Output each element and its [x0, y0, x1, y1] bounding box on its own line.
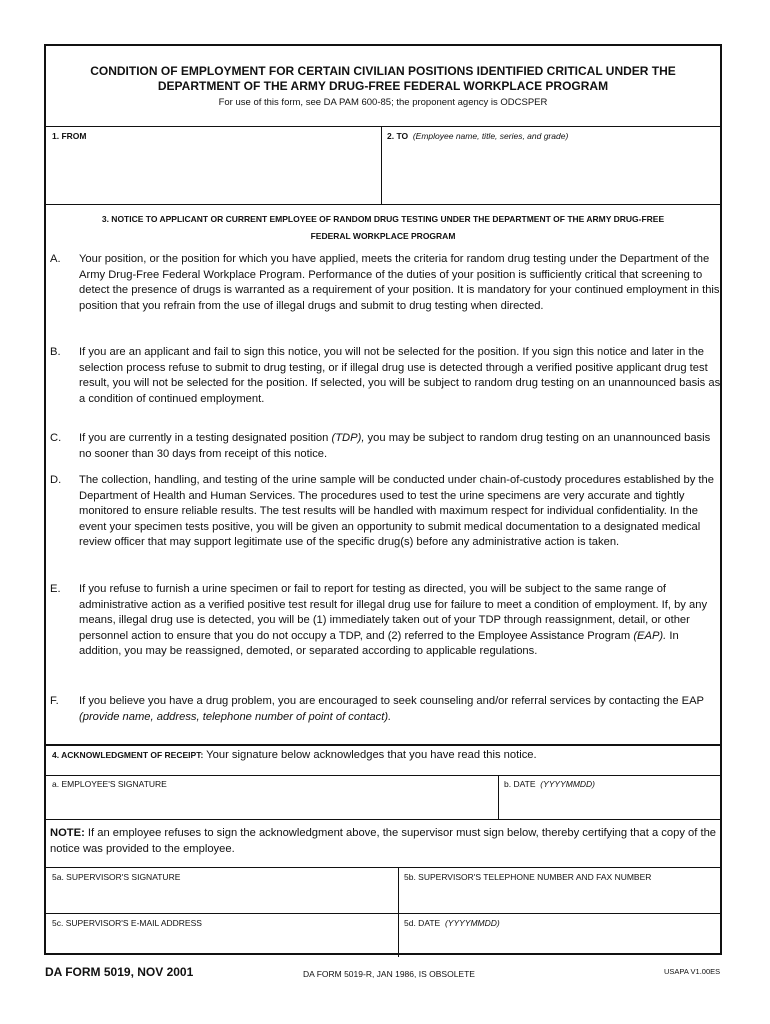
- divider: [46, 204, 720, 205]
- paragraph-d: [50, 473, 722, 551]
- supervisor-note: [50, 825, 718, 857]
- supervisor-email-field[interactable]: [52, 918, 202, 928]
- form-title-line-2: DEPARTMENT OF THE ARMY DRUG-FREE FEDERAL WORKPLACE PROGRAM: [157, 79, 609, 93]
- divider: [46, 126, 720, 127]
- paragraph-b-letter: B.: [50, 346, 61, 358]
- form-subtitle: For use of this form, see DA PAM 600-85; the proponent agency is ODCSPER: [218, 97, 548, 108]
- form-title-line-1: CONDITION OF EMPLOYMENT FOR CERTAIN CIVILIAN POSITIONS IDENTIFIED CRITICAL UNDER THE: [90, 64, 676, 78]
- paragraph-a: [50, 252, 722, 314]
- form-frame: [44, 44, 722, 955]
- paragraph-f-text: [79, 694, 722, 725]
- note-label: NOTE:: [50, 827, 85, 839]
- tdp-term: (TDP),: [331, 432, 365, 444]
- supervisor-phone-field[interactable]: [404, 872, 651, 882]
- employee-date-hint: (YYYYMMDD): [540, 779, 596, 789]
- section-3-title: [46, 211, 720, 245]
- paragraph-c: [50, 431, 722, 462]
- divider: [46, 867, 720, 868]
- paragraph-d-text: The collection, handling, and testing of the urine sample will be conducted under chain-of-custody procedures established by the Department of Health and Human Services. The procedures used to test the urine specimens are very accurate and tightly monitored to ensure reliable results. The test results will be handled with maximum respect for individual confidentiality. In the event your specimen tests positive, you will be given an opportunity to submit medical documentation to a designated medical review officer that may support legitimate use of the specific drug(s) before any administrative action is taken.: [79, 474, 714, 548]
- paragraph-c-text-1: If you are currently in a testing designated position: [79, 432, 332, 444]
- supervisor-signature-field[interactable]: [52, 872, 180, 882]
- form-header: [46, 46, 720, 126]
- form-number: DA FORM 5019, NOV 2001: [45, 965, 194, 979]
- divider: [46, 913, 720, 914]
- from-label: 1. FROM: [52, 131, 87, 141]
- paragraph-c-text: [79, 431, 722, 462]
- supervisor-date-field[interactable]: [404, 918, 500, 928]
- supervisor-date-label: 5d. DATE: [404, 918, 441, 928]
- paragraph-c-text-2: you may be subject to random drug testing on an unannounced basis no sooner than 30 days from receipt of this notice.: [79, 432, 711, 460]
- divider: [46, 819, 720, 820]
- paragraph-f-letter: F.: [50, 695, 59, 707]
- note-text: If an employee refuses to sign the acknowledgment above, the supervisor must sign below, thereby certifying that a copy of the notice was provided to the employee.: [50, 827, 717, 855]
- employee-signature-label: a. EMPLOYEE'S SIGNATURE: [52, 779, 167, 789]
- paragraph-e-text-2: In addition, you may be reassigned, demoted, or separated according to applicable regulations.: [79, 629, 679, 657]
- paragraph-a-text: Your position, or the position for which you have applied, meets the criteria for random drug testing under the Department of the Army Drug-Free Federal Workplace Program. Performance of the duties of your position is sufficiently critical that screening to detect the presence of drugs is warranted as a requirement of your position. It is mandatory for your continued employment in this position that you refrain from the use of illegal drugs and submit to drug testing when directed.: [79, 253, 720, 312]
- employee-date-field[interactable]: [504, 779, 595, 789]
- supervisor-signature-label: 5a. SUPERVISOR'S SIGNATURE: [52, 872, 181, 882]
- divider: [46, 744, 720, 746]
- paragraph-e-text-1: If you refuse to furnish a urine specimen or fail to report for testing as directed, you will be subject to the same range of administrative action as a verified positive test result for illegal drug use for failure to meet a condition of employment. If, by any means, illegal drug use is detected, you will be (1) immediately taken out of your TDP through reassignment, detail, or other personnel action to ensure that you do not occupy a TDP, and (2) referred to the Employee Assistance Program: [79, 583, 708, 642]
- section-4-text: Your signature below acknowledges that you have read this notice.: [203, 749, 537, 761]
- supervisor-email-label: 5c. SUPERVISOR'S E-MAIL ADDRESS: [52, 918, 202, 928]
- divider: [398, 867, 399, 957]
- paragraph-f-text-1: If you believe you have a drug problem, you are encouraged to seek counseling and/or referral services by contacting the EAP: [79, 695, 704, 707]
- eap-term: (EAP).: [633, 629, 667, 642]
- paragraph-f: [50, 694, 722, 725]
- paragraph-b-text: If you are an applicant and fail to sign this notice, you will not be selected for the position. If you sign this notice and later in the selection process refuse to submit to drug testing, or if illegal drug use is detected through a verified positive applicant drug test result, you will not be selected for the position. If selected, you will be subject to random drug testing on an unannounced basis as a condition of continued employment.: [79, 346, 721, 405]
- paragraph-e-text: [79, 582, 722, 660]
- paragraph-e: [50, 582, 722, 660]
- paragraph-e-letter: E.: [50, 583, 61, 595]
- eap-contact-hint: (provide name, address, telephone number of point of contact).: [79, 710, 392, 723]
- paragraph-b: [50, 345, 722, 407]
- section-3-title-line-2: FEDERAL WORKPLACE PROGRAM: [310, 231, 456, 241]
- divider: [381, 126, 382, 204]
- employee-date-label: b. DATE: [504, 779, 536, 789]
- to-hint: (Employee name, title, series, and grade): [412, 131, 569, 141]
- acknowledgment-of-receipt: [52, 749, 537, 761]
- divider: [46, 775, 720, 776]
- employee-signature-field[interactable]: [52, 779, 167, 789]
- paragraph-d-letter: D.: [50, 474, 62, 486]
- paragraph-c-letter: C.: [50, 432, 62, 444]
- from-field[interactable]: [52, 131, 86, 141]
- obsolete-notice: DA FORM 5019-R, JAN 1986, IS OBSOLETE: [303, 969, 475, 979]
- version-label: USAPA V1.00ES: [664, 967, 721, 976]
- to-label: 2. TO: [387, 131, 409, 141]
- section-4-label: 4. ACKNOWLEDGMENT OF RECEIPT:: [52, 750, 204, 760]
- supervisor-date-hint: (YYYYMMDD): [444, 918, 500, 928]
- section-3-title-line-1: 3. NOTICE TO APPLICANT OR CURRENT EMPLOYEE OF RANDOM DRUG TESTING UNDER THE DEPARTMENT OF THE ARMY DRUG-FREE: [101, 214, 665, 224]
- divider: [498, 775, 499, 819]
- paragraph-a-letter: A.: [50, 253, 61, 265]
- to-field[interactable]: [387, 131, 568, 141]
- supervisor-phone-label: 5b. SUPERVISOR'S TELEPHONE NUMBER AND FAX NUMBER: [404, 872, 652, 882]
